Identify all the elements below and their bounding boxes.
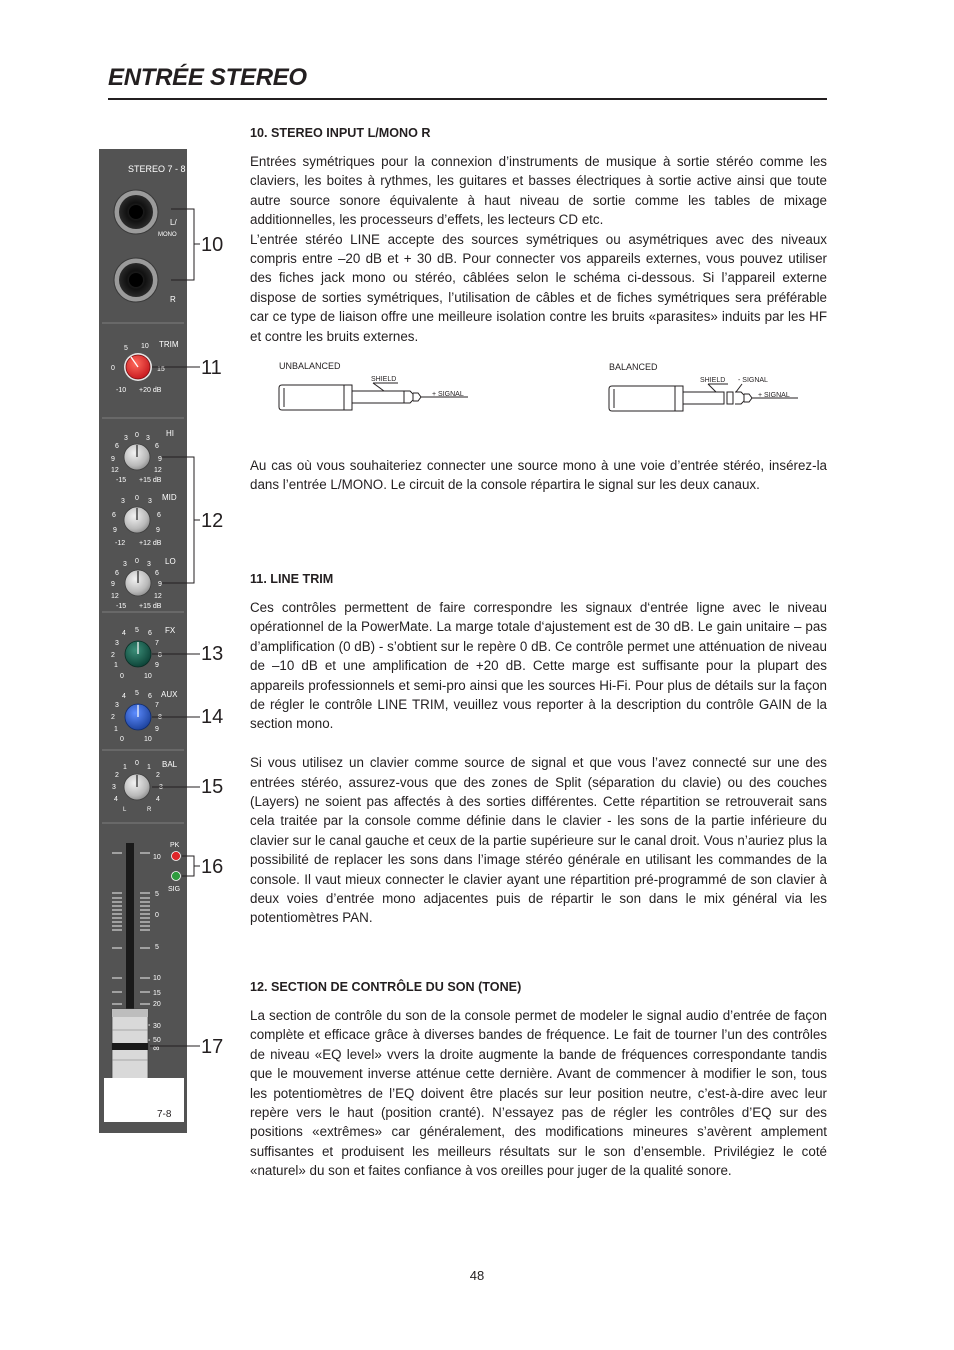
aux-scale-1: 1 (114, 726, 118, 733)
fx-scale-6: 6 (148, 630, 152, 637)
trim-scale-max: +20 dB (139, 387, 162, 394)
paragraph: La section de contrôle du son de la console permet de modeler le signal audio d’entrée de façon complète et efficace grâce à diverses bandes de fréquence. Le fait de tourner l’un des contrôles de niveau «EQ level» vvers la droite augmente la bande de fréquences correspondante tandis que le mouvement inverse atténue cette dernière. Avant de commencer à modifier le son, tous les potentiomètres de l’EQ doivent être placés sur leur position neutre, c’est-à-dire avec leur repère vers le haut (position cranté). N’essayez pas de régler les contrôles d’EQ sur des positions «extrêmes» car généralement, des modifications mineures s’avèrent amplement suffisantes et produisent les meilleurs résultats sur le son d’ensemble. Privilégiez le coté «naturel» du son et faites confiance à vos oreilles pour juger de la qualité sonore. (250, 1008, 827, 1179)
aux-scale-9: 9 (155, 726, 159, 733)
section-heading: 10. STEREO INPUT L/MONO R (250, 126, 431, 140)
fader-scale-10: 10 (153, 975, 161, 982)
hi-scale-max: +15 dB (139, 477, 162, 484)
balanced-plug (609, 384, 798, 411)
hi-scale-3l: 3 (124, 435, 128, 442)
lo-scale-6r: 6 (155, 570, 159, 577)
section-line-trim (250, 571, 827, 928)
lo-scale-0: 0 (135, 558, 139, 565)
input-l-label: L/ (170, 218, 177, 227)
balanced-minus-label: - SIGNAL (738, 377, 768, 384)
hi-label: HI (166, 429, 174, 438)
aux-scale-3: 3 (115, 702, 119, 709)
fader-scale-inf: ∞ (153, 1043, 160, 1053)
fader-scale-30: 30 (153, 1023, 161, 1030)
fx-scale-9: 9 (155, 662, 159, 669)
section-heading: 11. LINE TRIM (250, 572, 334, 586)
aux-scale-10: 10 (144, 736, 152, 743)
aux-scale-5: 5 (135, 690, 139, 697)
callout-16: 16 (201, 856, 224, 878)
mid-scale-3r: 3 (148, 498, 152, 505)
callout-10: 10 (201, 234, 224, 256)
hi-scale-12r: 12 (154, 467, 162, 474)
unbalanced-title: UNBALANCED (279, 361, 341, 371)
page-title: ENTRÉE STEREO (108, 64, 307, 91)
trim-scale-min: -10 (116, 387, 127, 394)
mid-scale-9r: 9 (156, 527, 160, 534)
aux-label: AUX (161, 690, 178, 699)
mid-scale-3l: 3 (121, 498, 125, 505)
hi-scale-3r: 3 (146, 435, 150, 442)
balanced-signal-label: + SIGNAL (758, 392, 790, 399)
lo-scale-max: +15 dB (139, 603, 162, 610)
callout-11: 11 (201, 357, 222, 379)
balanced-shield-label: SHIELD (700, 377, 726, 384)
hi-scale-0: 0 (135, 432, 139, 439)
fx-scale-3: 3 (115, 640, 119, 647)
callout-14: 14 (201, 706, 224, 728)
aux-scale-0: 0 (120, 736, 124, 743)
strip-name: STEREO 7 - 8 (128, 164, 186, 174)
bal-scale-1l: 1 (123, 764, 127, 771)
fader-scale-20: 20 (153, 1001, 161, 1008)
aux-scale-7: 7 (155, 702, 159, 709)
bal-scale-2l: 2 (115, 772, 119, 779)
mid-scale-max: +12 dB (139, 540, 162, 547)
section-stereo-input-mono (250, 456, 827, 495)
callout-13: 13 (201, 643, 224, 665)
paragraph: Si vous utilisez un clavier comme source de signal et que vous l’avez connecté sur une des entrées stéréo, assurez-vous que des zones de Split (séparation du clavie) ou des couches (Layers) ne soient pas affectés à des sorties différentes. Cette répartition se retrouverait sans cela traitée par la console comme définie dans le clavier - les sons de la partie inférieure du clavier sur le canal gauche et ceux de la partie supérieure sur le canal droit. Vous n’auriez plus la possibilité de replacer les sons dans l’image stéréo générale en utilisant les commandes de la console. Il vaut mieux connecter le clavier ayant une répartition pré-programmé de son clavier à deux voies d’entrée mono adjacentes puis de répartir le son dans le mix général via les potentiomètres PAN. (250, 755, 827, 926)
lo-scale-3r: 3 (147, 561, 151, 568)
fx-scale-4: 4 (122, 630, 126, 637)
trim-scale-15: 15 (157, 366, 165, 373)
hi-scale-6l: 6 (115, 443, 119, 450)
aux-scale-2: 2 (111, 714, 115, 721)
input-r-label: R (170, 295, 176, 304)
mid-scale-6l: 6 (112, 512, 116, 519)
mid-scale-9l: 9 (113, 527, 117, 534)
unbalanced-signal-label: + SIGNAL (432, 391, 464, 398)
lo-scale-min: -15 (116, 603, 127, 610)
callout-12: 12 (201, 510, 224, 532)
fx-scale-0: 0 (120, 673, 124, 680)
fader-scale-0: 0 (155, 912, 159, 919)
fx-label: FX (165, 626, 176, 635)
aux-scale-4: 4 (122, 693, 126, 700)
channel-number: 7-8 (157, 1109, 172, 1120)
hi-scale-min: -15 (116, 477, 127, 484)
lo-scale-9r: 9 (158, 581, 162, 588)
lo-label: LO (165, 557, 176, 566)
hi-scale-9r: 9 (158, 456, 162, 463)
input-l-sub: MONO (158, 232, 177, 238)
pk-label: PK (170, 842, 180, 849)
aux-scale-8: 8 (158, 714, 162, 721)
fx-scale-5: 5 (135, 627, 139, 634)
bal-scale-r: R (147, 807, 152, 813)
sig-label: SIG (168, 886, 181, 893)
fader-scale-15: 15 (153, 990, 161, 997)
fx-scale-10: 10 (144, 673, 152, 680)
unbalanced-plug (279, 383, 468, 410)
balanced-title: BALANCED (609, 362, 658, 372)
trim-scale-0: 0 (111, 365, 115, 372)
fader-scale-5-top: 5 (155, 891, 159, 898)
hi-scale-12l: 12 (111, 467, 119, 474)
fx-scale-2: 2 (111, 652, 115, 659)
mid-scale-0: 0 (135, 495, 139, 502)
trim-scale-5: 5 (124, 345, 128, 352)
paragraph: Ces contrôles permettent de faire correspondre les signaux d‘entrée ligne avec le niveau opérationnel de la PowerMate. La marge totale d‘ajustement est de 30 dB. Le gain unitaire – pas d’amplification (0 dB) - s’obtient sur le repère 0 dB. Ce contrôle permet une atténuation de niveau de –10 dB et une amplification de +20 dB. Cette marge est suffisante pour la plupart des appareils professionnels et semi-pro ainsi que les sources Hi-Fi. Pour plus de détails sur la façon de régler le contrôle LINE TRIM, veuillez vous reporter à la description du contrôle GAIN de la section mono. (250, 600, 827, 732)
fx-scale-1: 1 (114, 662, 118, 669)
section-heading: 12. SECTION DE CONTRÔLE DU SON (TONE) (250, 980, 522, 994)
bal-scale-1r: 1 (147, 764, 151, 771)
section-tone (250, 979, 827, 1181)
bal-scale-3r: 3 (159, 784, 163, 791)
fader-scale-10-top: 10 (153, 854, 161, 861)
paragraph: Entrées symétriques pour la connexion d’instruments de musique à sortie stéréo comme les claviers, les boites à rythmes, les guitares et basses électriques à sortie active ainsi que toute autre source sonore équivalente à haut niveau de sortie comme les tables de mixage additionnelles, les processeurs d’effets, les lecteurs CD etc. (250, 154, 827, 228)
callout-17: 17 (201, 1036, 224, 1058)
mid-scale-6r: 6 (157, 512, 161, 519)
bal-scale-4r: 4 (156, 796, 160, 803)
lo-scale-6l: 6 (115, 570, 119, 577)
fader-scale-50: 50 (153, 1037, 161, 1044)
trim-label: TRIM (159, 340, 179, 349)
lo-scale-3l: 3 (123, 561, 127, 568)
fx-scale-7: 7 (155, 640, 159, 647)
trim-scale-10: 10 (141, 343, 149, 350)
bal-scale-l: L (123, 807, 127, 813)
bal-scale-2r: 2 (156, 772, 160, 779)
unbalanced-shield-label: SHIELD (371, 376, 397, 383)
hi-scale-6r: 6 (155, 443, 159, 450)
paragraph: Au cas où vous souhaiteriez connecter une source mono à une voie d’entrée stéréo, insérez-la dans l’entrée L/MONO. Le circuit de la console répartira le signal sur les deux canaux. (250, 458, 827, 493)
mid-scale-min: -12 (115, 540, 126, 547)
bal-scale-4l: 4 (114, 796, 118, 803)
lo-scale-12r: 12 (154, 593, 162, 600)
bal-label: BAL (162, 760, 178, 769)
hi-scale-9l: 9 (111, 456, 115, 463)
lo-scale-9l: 9 (111, 581, 115, 588)
bal-scale-3l: 3 (112, 784, 116, 791)
bal-scale-0: 0 (135, 760, 139, 767)
page-number: 48 (469, 1268, 485, 1283)
lo-scale-12l: 12 (111, 593, 119, 600)
callout-15: 15 (201, 776, 224, 798)
aux-scale-6: 6 (148, 693, 152, 700)
fader-scale-5: 5 (155, 944, 159, 951)
paragraph: L’entrée stéréo LINE accepte des sources symétriques ou asymétriques avec des niveaux compris entre –20 dB et + 30 dB. Pour connecter vos appareils externes, vous pouvez utiliser des fiches jack mono ou stéréo, câblées selon le schéma ci-dessous. Si l’appareil externe dispose de sorties symétriques, l’utilisation de câbles et de fiches symétriques sera préférable car ce type de liaison offre une meilleure isolation contre les bruits «parasites» induits par les HF et contre les bruits externes. (250, 231, 827, 344)
fx-scale-8: 8 (158, 652, 162, 659)
mid-label: MID (162, 493, 177, 502)
